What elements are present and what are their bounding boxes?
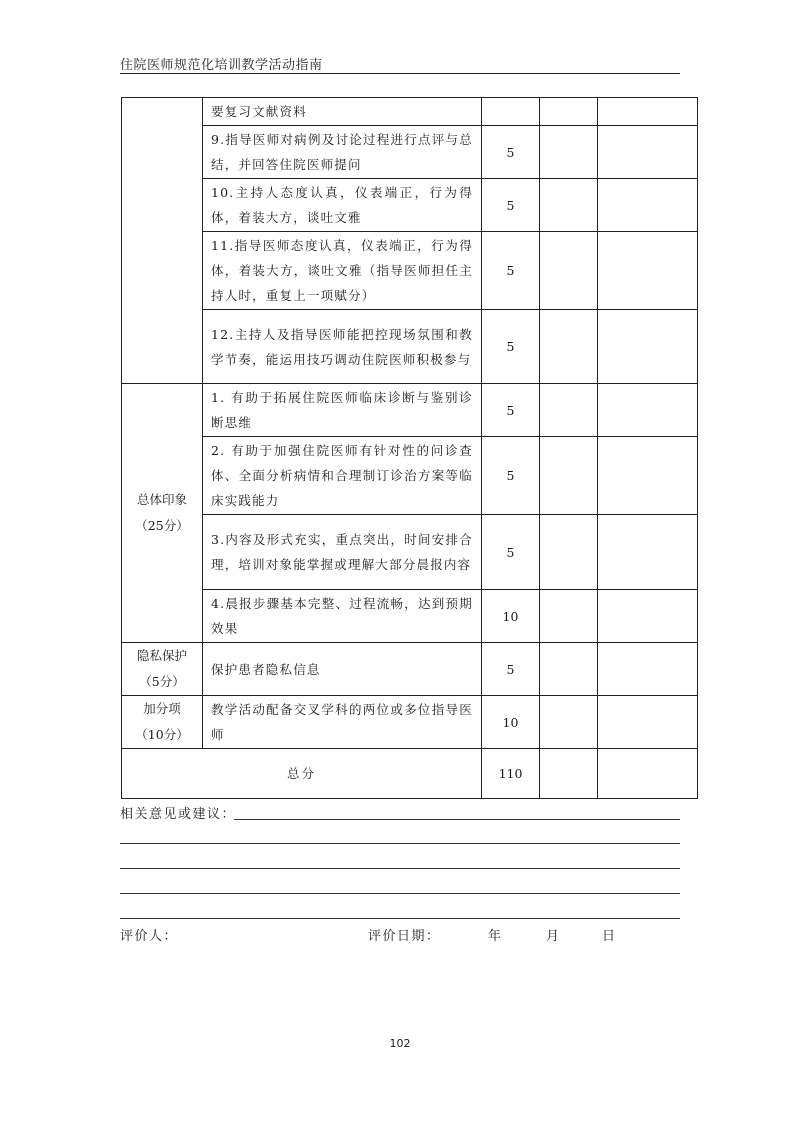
item-score: 10 [482, 696, 540, 749]
item-score: 5 [482, 126, 540, 179]
month-label: 月 [546, 929, 561, 944]
comment-line[interactable] [120, 893, 680, 894]
item-text: 9.指导医师对病例及讨论过程进行点评与总结，并回答住院医师提问 [203, 126, 482, 179]
blank-cell [598, 126, 698, 179]
blank-cell [540, 126, 598, 179]
item-score: 5 [482, 515, 540, 590]
item-text: 教学活动配备交叉学科的两位或多位指导医师 [203, 696, 482, 749]
total-score: 110 [482, 749, 540, 799]
table-row [122, 696, 698, 749]
blank-cell [598, 749, 698, 799]
comment-line[interactable] [120, 843, 680, 844]
blank-cell [598, 232, 698, 310]
blank-cell [540, 590, 598, 643]
item-text: 要复习文献资料 [203, 98, 482, 126]
item-text: 4.晨报步骤基本完整、过程流畅，达到预期效果 [203, 590, 482, 643]
item-text: 10.主持人态度认真，仪表端正，行为得体，着装大方，谈吐文雅 [203, 179, 482, 232]
table-row [122, 232, 698, 310]
item-text: 2. 有助于加强住院医师有针对性的问诊查体、全面分析病情和合理制订诊治方案等临床实践能力 [203, 437, 482, 515]
evaluation-date-label: 评价日期： [368, 929, 441, 944]
item-text: 3.内容及形式充实，重点突出，时间安排合理，培训对象能掌握或理解大部分晨报内容 [203, 515, 482, 590]
header-title: 住院医师规范化培训教学活动指南 [120, 58, 323, 73]
table-row [122, 515, 698, 590]
category-points: （25分） [135, 518, 189, 533]
category-label: 加分项 [143, 701, 181, 716]
day-label: 日 [602, 929, 617, 944]
category-bonus [122, 696, 203, 749]
table-row-total [122, 749, 698, 799]
table-row [122, 310, 698, 384]
blank-cell [540, 310, 598, 384]
comment-line[interactable] [234, 819, 680, 820]
blank-cell [540, 643, 598, 696]
item-score: 10 [482, 590, 540, 643]
blank-cell [540, 696, 598, 749]
comment-line[interactable] [120, 918, 680, 919]
item-score: 5 [482, 437, 540, 515]
item-score [482, 98, 540, 126]
blank-cell [540, 384, 598, 437]
category-privacy [122, 643, 203, 696]
item-score: 5 [482, 232, 540, 310]
table-row [122, 590, 698, 643]
blank-cell [598, 310, 698, 384]
blank-cell [540, 749, 598, 799]
table-row [122, 437, 698, 515]
item-text: 12.主持人及指导医师能把控现场氛围和教学节奏，能运用技巧调动住院医师积极参与 [203, 310, 482, 384]
category-cell-continued [122, 98, 203, 384]
evaluator-label: 评价人： [120, 929, 179, 944]
table-row [122, 179, 698, 232]
item-text: 11.指导医师态度认真，仪表端正，行为得体，着装大方，谈吐文雅（指导医师担任主持人时，重复上一项赋分） [203, 232, 482, 310]
year-label: 年 [488, 929, 503, 944]
total-label: 总分 [122, 749, 482, 799]
table-row [122, 643, 698, 696]
item-text: 1. 有助于拓展住院医师临床诊断与鉴别诊断思维 [203, 384, 482, 437]
blank-cell [540, 179, 598, 232]
category-label: 总体印象 [136, 492, 187, 507]
blank-cell [598, 643, 698, 696]
blank-cell [598, 384, 698, 437]
table-row [122, 126, 698, 179]
table-row [122, 98, 698, 126]
page-number: 102 [389, 1037, 411, 1050]
category-overall-impression [122, 384, 203, 643]
item-score: 5 [482, 310, 540, 384]
comment-line[interactable] [120, 868, 680, 869]
category-points: （10分） [135, 727, 189, 742]
blank-cell [540, 232, 598, 310]
blank-cell [540, 515, 598, 590]
blank-cell [598, 437, 698, 515]
item-score: 5 [482, 384, 540, 437]
evaluation-table [121, 97, 698, 799]
category-label: 隐私保护 [136, 648, 187, 663]
category-points: （5分） [139, 674, 185, 689]
blank-cell [598, 98, 698, 126]
item-score: 5 [482, 643, 540, 696]
blank-cell [598, 696, 698, 749]
table-row [122, 384, 698, 437]
blank-cell [540, 437, 598, 515]
item-text: 保护患者隐私信息 [203, 643, 482, 696]
blank-cell [598, 590, 698, 643]
blank-cell [598, 179, 698, 232]
comments-label: 相关意见或建议： [120, 807, 237, 822]
blank-cell [598, 515, 698, 590]
item-score: 5 [482, 179, 540, 232]
blank-cell [540, 98, 598, 126]
header-rule [120, 73, 680, 74]
